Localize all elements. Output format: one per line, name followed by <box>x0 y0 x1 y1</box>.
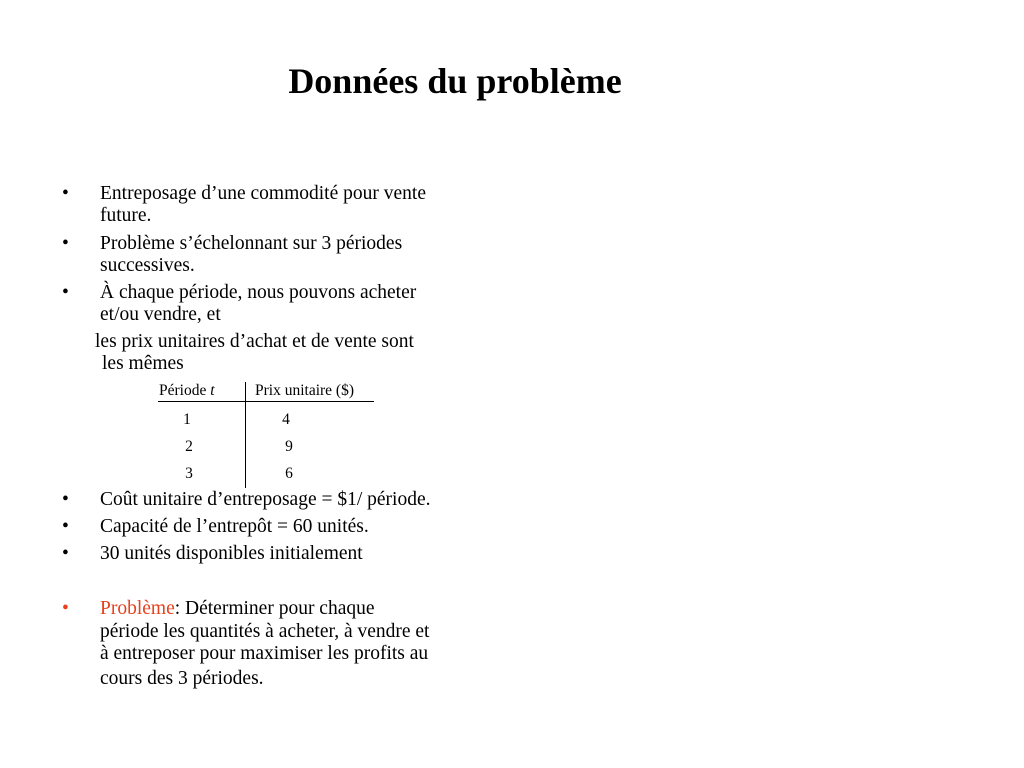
table-cell-period: 1 <box>183 411 191 428</box>
problem-line3: à entreposer pour maximiser les profits au <box>100 643 429 664</box>
bullet-capacity <box>62 516 500 538</box>
problem-keyword: Problème <box>100 598 175 619</box>
bullet-storage <box>62 183 500 227</box>
bullet-text: 30 unités disponibles initialement <box>100 543 363 564</box>
bullet-storage-cost <box>62 489 500 511</box>
problem-line1: : Déterminer pour chaque <box>174 598 375 619</box>
table-cell-period: 2 <box>185 438 193 455</box>
continuation-line2: les mêmes <box>102 353 184 374</box>
bullet-marker: • <box>62 183 69 204</box>
table-cell-price: 4 <box>282 411 290 428</box>
bullet-marker: • <box>62 282 69 303</box>
bullet-text-line2: future. <box>100 205 152 226</box>
price-table-divider <box>245 382 246 488</box>
bullet-problem <box>62 598 500 690</box>
problem-line4: cours des 3 périodes. <box>100 667 264 689</box>
bullet-buy-sell <box>62 282 500 326</box>
bullet-text-line1: À chaque période, nous pouvons acheter <box>100 282 417 303</box>
bullet-marker: • <box>62 543 69 564</box>
bullet-text-line1: Problème s’échelonnant sur 3 périodes <box>100 233 403 254</box>
table-cell-price: 6 <box>285 465 293 482</box>
bullet-text-line1: Entreposage d’une commodité pour vente <box>100 183 426 204</box>
problem-line2: période les quantités à acheter, à vendre et <box>100 620 430 642</box>
continuation-line1: les prix unitaires d’achat et de vente sont <box>95 331 414 352</box>
bullet-marker: • <box>62 516 69 537</box>
price-table-header-period <box>159 382 215 400</box>
bullet-periods <box>62 233 500 277</box>
slide-title: Données du problème <box>288 61 622 101</box>
bullet-text-line2: successives. <box>100 255 195 276</box>
bullet-text: Capacité de l’entrepôt = 60 unités. <box>100 516 369 537</box>
period-header-var: t <box>210 382 215 399</box>
bullet-text: Coût unitaire d’entreposage = $1/ période. <box>100 489 431 510</box>
bullet-marker-red: • <box>62 598 69 619</box>
bullet-initial-units <box>62 543 500 565</box>
price-table-header-price: Prix unitaire ($) <box>255 382 355 399</box>
price-table <box>150 380 390 490</box>
continuation-text <box>95 331 505 375</box>
table-cell-price: 9 <box>285 438 293 455</box>
period-header-label: Période <box>159 382 211 399</box>
bullet-text-line2: et/ou vendre, et <box>100 304 221 325</box>
table-cell-period: 3 <box>185 465 193 482</box>
bullet-marker: • <box>62 233 69 254</box>
bullet-marker: • <box>62 489 69 510</box>
price-table-underline <box>158 401 374 402</box>
